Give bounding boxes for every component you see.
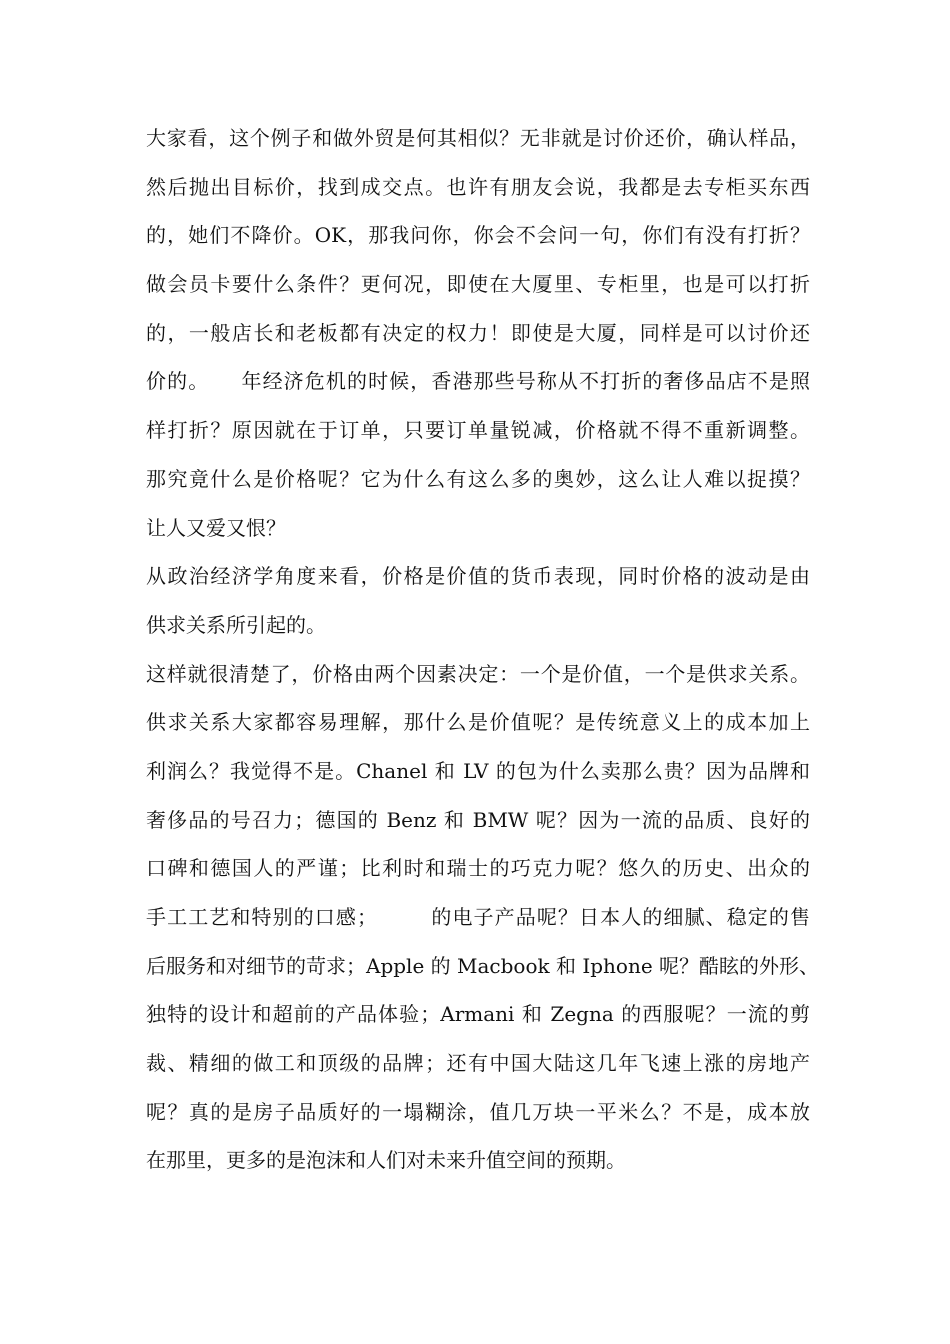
text-line: 的，一般店长和老板都有决定的权力！即使是大厦，同样是可以讨价还 <box>146 320 810 345</box>
text-line: 裁、精细的做工和顶级的品牌；还有中国大陆这几年飞速上涨的房地产 <box>146 1051 810 1076</box>
body-text <box>146 114 820 1185</box>
text-line: 利润么？我觉得不是。Chanel 和 LV 的包为什么卖那么贵？因为品牌和 <box>146 758 810 783</box>
text-line: 独特的设计和超前的产品体验；Armani 和 Zegna 的西服呢？一流的剪 <box>146 1002 810 1027</box>
text-line: 做会员卡要什么条件？更何况，即使在大厦里、专柜里，也是可以打折 <box>146 272 810 297</box>
text-line: 价的。 年经济危机的时候，香港那些号称从不打折的奢侈品店不是照 <box>146 369 810 394</box>
text-line: 供求关系大家都容易理解，那什么是价值呢？是传统意义上的成本加上 <box>146 710 810 735</box>
text-line: 这样就很清楚了，价格由两个因素决定：一个是价值，一个是供求关系。 <box>146 661 810 686</box>
text-line: 样打折？原因就在于订单，只要订单量锐减，价格就不得不重新调整。 <box>146 418 810 443</box>
text-line: 让人又爱又恨？ <box>146 515 286 540</box>
text-line: 呢？真的是房子品质好的一塌糊涂，值几万块一平米么？不是，成本放 <box>146 1099 810 1124</box>
text-line: 的，她们不降价。OK，那我问你，你会不会问一句，你们有没有打折？ <box>146 223 810 248</box>
text-line: 口碑和德国人的严谨；比利时和瑞士的巧克力呢？悠久的历史、出众的 <box>146 856 810 881</box>
text-line: 从政治经济学角度来看，价格是价值的货币表现，同时价格的波动是由 <box>146 564 810 589</box>
text-line: 那究竟什么是价格呢？它为什么有这么多的奥妙，这么让人难以捉摸？ <box>146 466 810 491</box>
text-line: 供求关系所引起的。 <box>146 612 326 637</box>
text-line: 在那里，更多的是泡沫和人们对未来升值空间的预期。 <box>146 1148 626 1173</box>
text-line: 后服务和对细节的苛求；Apple 的 Macbook 和 Iphone 呢？酷眩的外形、 <box>146 953 820 978</box>
text-line: 奢侈品的号召力；德国的 Benz 和 BMW 呢？因为一流的品质、良好的 <box>146 807 810 832</box>
text-line: 大家看，这个例子和做外贸是何其相似？无非就是讨价还价，确认样品， <box>146 126 810 150</box>
text-line: 然后抛出目标价，找到成交点。也许有朋友会说，我都是去专柜买东西 <box>146 174 810 199</box>
text-line: 手工工艺和特别的口感； 的电子产品呢？日本人的细腻、稳定的售 <box>146 905 810 929</box>
